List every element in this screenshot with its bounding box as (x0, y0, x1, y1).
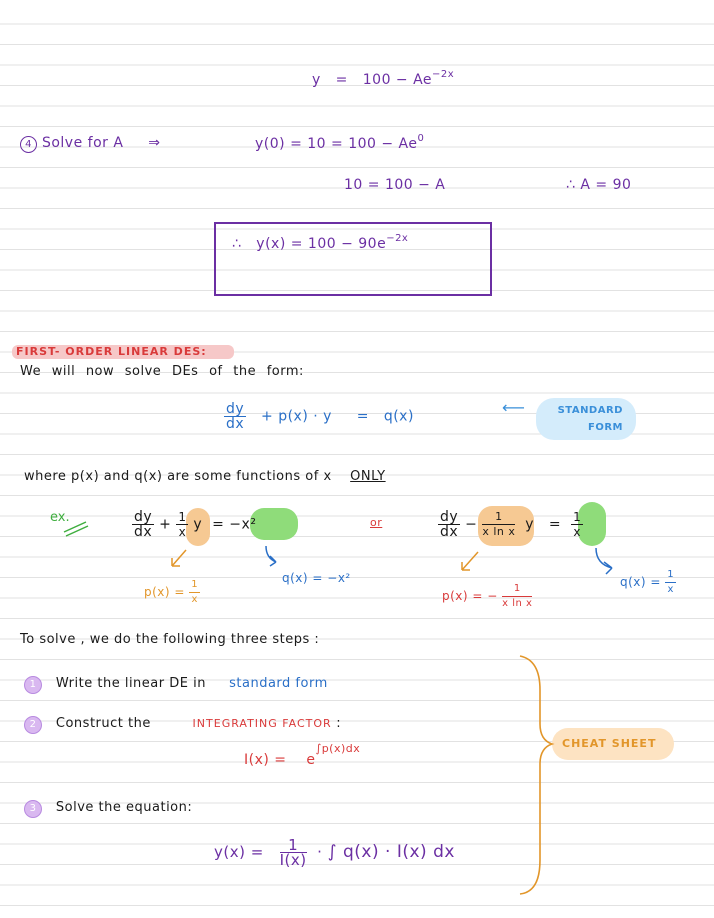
general-solution: y = $100 - Ae^{-2x}$ (312, 69, 455, 88)
particular-solution-box (214, 222, 492, 296)
ex-label: ex. (50, 510, 70, 525)
step4-number: 4 (20, 136, 37, 153)
standard-form-note: STANDARD FORM (557, 405, 623, 433)
example1-equation: $\frac{dy}{dx}$ + $\frac{1}{x}$ y = −x² (134, 509, 257, 540)
a-result: ∴ A = 90 (566, 177, 632, 193)
step1-number: 1 (24, 676, 42, 694)
initial-condition: $y(0) = 10 = 100 - Ae^0$ (255, 133, 425, 152)
only-word: ONLY (350, 469, 386, 484)
ex2-p-label: p(x) = − $\frac{1}{\text{x ln x}}$ (442, 583, 533, 609)
integrating-factor-formula: I(x) = $e^{\int p(x)dx}$ (244, 742, 361, 768)
or-word: or (370, 516, 383, 529)
ex2-q-label: q(x) = $\frac{1}{x}$ (620, 569, 675, 595)
ex1-p-label: p(x) = $\frac{1}{x}$ (144, 579, 199, 605)
step2: 2 Construct the INTEGRATING FACTOR : (24, 716, 341, 734)
solve-a-line: 10 = 100 − A (344, 177, 446, 193)
standard-form-equation: $\frac{dy}{dx}$ + p(x) · y = q(x) (226, 401, 414, 432)
ex1-q-label: q(x) = −x² (282, 571, 351, 585)
intro-line: We will now solve DEs of the form: (20, 364, 304, 379)
example2-equation: $\frac{dy}{dx}$ − $\frac{1}{\text{x ln x}}$ y = $\frac{1}{x}$ (440, 509, 582, 540)
particular-solution: ∴ $y(x) = 100 - 90e^{-2x}$ (232, 233, 409, 252)
section-heading: FIRST- ORDER LINEAR DES: (16, 345, 207, 358)
ex1-q-highlight (250, 508, 298, 540)
implies-arrow: ⇒ (148, 135, 161, 151)
steps-intro: To solve , we do the following three steps : (20, 632, 320, 647)
step2-number: 2 (24, 716, 42, 734)
solution-formula: y(x) = $\frac{1}{I(x)}$ · ∫ q(x) · I(x) dx (214, 836, 455, 869)
dy-dx-fraction: $\frac{dy}{dx}$ (226, 401, 245, 432)
cheat-sheet-label: CHEAT SHEET (562, 737, 657, 750)
where-line: where p(x) and q(x) are some functions of x ONLY (24, 469, 386, 484)
step3: 3 Solve the equation: (24, 800, 192, 818)
step3-number: 3 (24, 800, 42, 818)
step4-label: 4 Solve for A ⇒ (20, 135, 160, 153)
step1: 1 Write the linear DE in standard form (24, 676, 328, 694)
standard-form-arrow: ⟵ (502, 398, 525, 417)
